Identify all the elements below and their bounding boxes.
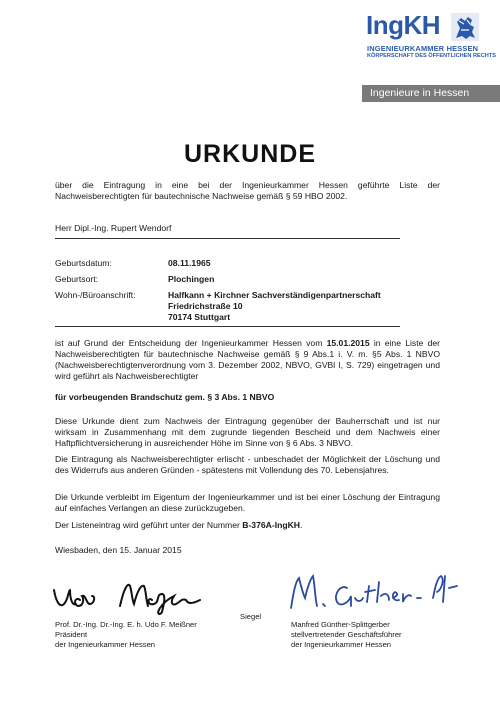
address-label: Wohn-/Büroanschrift:: [55, 290, 136, 300]
intro-text: über die Eintragung in eine bei der Ingenieurkammer Hessen geführte Liste der Nachweisberechtigten für bautechnische Nachweise gemäß § 59 HBO 2002.: [55, 180, 440, 201]
document-title: URKUNDE: [184, 140, 316, 168]
listing-number: B-376A-IngKH: [242, 520, 301, 530]
header-band-text: Ingenieure in Hessen: [370, 87, 470, 99]
birthdate-label: Geburtsdatum:: [55, 258, 112, 268]
president-org: der Ingenieurkammer Hessen: [55, 640, 156, 649]
logo-chamber-name: INGENIEURKAMMER HESSEN: [367, 44, 479, 53]
ownership-paragraph: Die Urkunde verbleibt im Eigentum der Ingenieurkammer und ist bei einer Löschung der Eintragung auf einfaches Verlangen an diese zurückzugeben.: [55, 492, 440, 513]
holder-name: Herr Dipl.-Ing. Rupert Wendorf: [55, 223, 172, 233]
birthdate-value: 08.11.1965: [168, 258, 211, 268]
deputy-title: stellvertretender Geschäftsführer: [291, 630, 402, 639]
place-date: Wiesbaden, den 15. Januar 2015: [55, 545, 182, 555]
seal-label: Siegel: [240, 612, 262, 621]
ingkh-logo-wordmark: IngKH: [366, 10, 441, 40]
listing-number-paragraph: [55, 520, 302, 531]
hessen-lion-icon: [450, 12, 480, 42]
president-signature: [50, 578, 220, 618]
name-underline: [55, 238, 400, 239]
president-title: Präsident: [55, 630, 88, 639]
scope-text: für vorbeugenden Brandschutz gem. § 3 Abs. 1 NBVO: [55, 392, 275, 402]
address-line-2: Friedrichstraße 10: [168, 301, 243, 311]
validity-paragraph: Diese Urkunde dient zum Nachweis der Eintragung gegenüber der Bauherrschaft und ist nur wirksam in Zusammenhang mit dem zugrunde liegenden Bescheid und dem Nachweis einer Haftpflichtversicherung in ausreichender Höhe im Sinne von § 6 Abs. 3 NBVO.: [55, 416, 440, 448]
registration-paragraph: [55, 338, 440, 382]
registration-text-a: ist auf Grund der Entscheidung der Ingenieurkammer Hessen vom: [55, 338, 327, 348]
address-line-3: 70174 Stuttgart: [168, 312, 231, 322]
deputy-name: Manfred Günther-Splittgerber: [291, 620, 390, 629]
fields-underline: [55, 326, 400, 327]
listing-number-text: Der Listeneintrag wird geführt unter der Nummer: [55, 520, 243, 530]
deputy-org: der Ingenieurkammer Hessen: [291, 640, 392, 649]
listing-number-end: .: [300, 520, 303, 530]
expiry-paragraph: Die Eintragung als Nachweisberechtigter erlischt - unbeschadet der Möglichkeit der Löschung und des Widerrufs aus anderen Gründen - spätestens mit Vollendung des 70. Lebensjahres.: [55, 454, 440, 475]
birthplace-value: Plochingen: [168, 274, 215, 284]
registration-text-b: in eine Liste der Nachweisberechtigten für bautechnische Nachweise gemäß § 9 Abs.1 i. V. m. §5 Abs. 1 NBVO (Nachweisberechtigtenverordnung vom 3. Dezember 2002, NBVO, GVBl I, S. 729) eingetragen und wird geführt als Nachweisberechtigter: [55, 338, 441, 381]
president-block: [55, 620, 197, 650]
address-line-1: Halfkann + Kirchner Sachverständigenpartnerschaft: [168, 290, 381, 300]
decision-date: 15.01.2015: [326, 338, 370, 348]
header-band: [362, 85, 500, 102]
logo-chamber-subtitle: KÖRPERSCHAFT DES ÖFFENTLICHEN RECHTS: [367, 53, 496, 59]
deputy-signature: [285, 568, 465, 614]
birthplace-label: Geburtsort:: [55, 274, 98, 284]
president-name: Prof. Dr.-Ing. Dr.-Ing. E. h. Udo F. Meißner: [55, 620, 197, 629]
deputy-block: [291, 620, 402, 650]
